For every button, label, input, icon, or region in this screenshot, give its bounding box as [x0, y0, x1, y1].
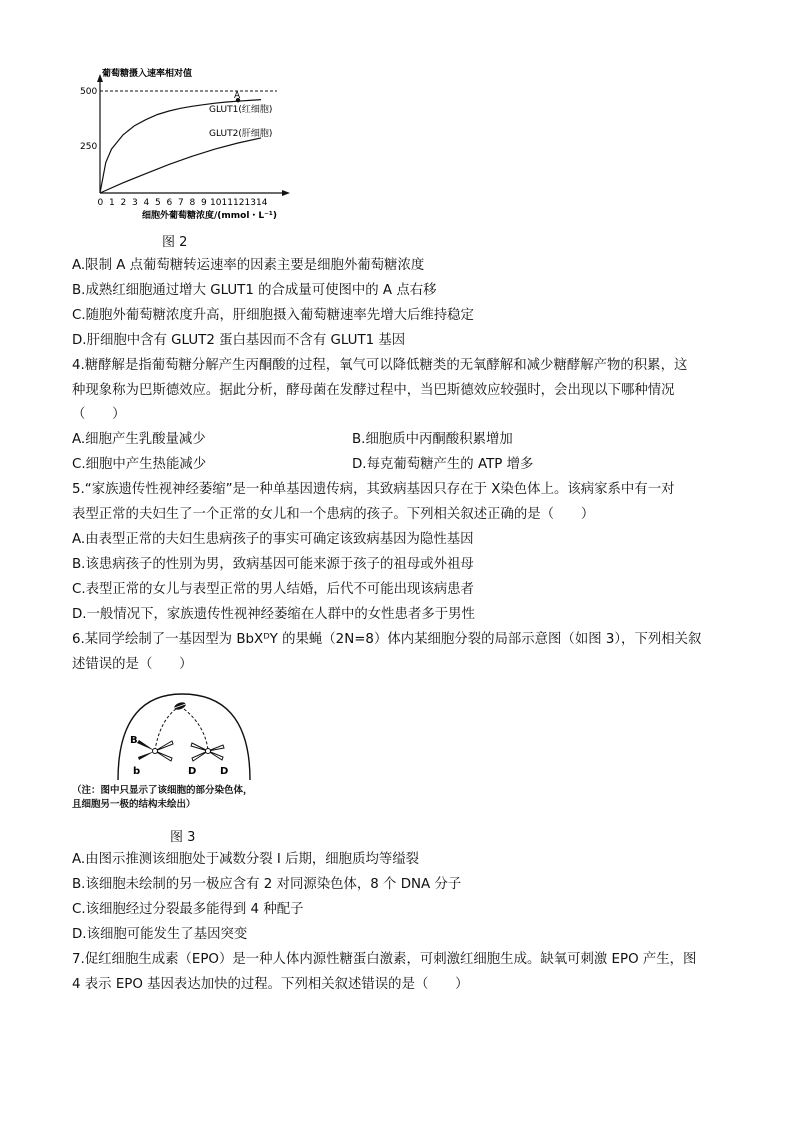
- chromosome-dd: [191, 743, 224, 761]
- q5-option-c: C.表型正常的女儿与表型正常的男人结婚，后代不可能出现该病患者: [72, 582, 474, 597]
- xtick-5: 5: [155, 198, 161, 208]
- q5-option-a: A.由表型正常的夫妇生患病孩子的事实可确定该致病基因为隐性基因: [72, 532, 474, 547]
- xtick-8: 8: [189, 198, 196, 208]
- figure3-caption: 图 3: [170, 830, 196, 845]
- glut2-curve: [100, 138, 261, 193]
- glut1-label: GLUT1(红细胞): [209, 105, 273, 115]
- figure2-chart: [72, 60, 292, 225]
- q6-stem-2: 述错误的是（ ）: [72, 657, 193, 672]
- q4-stem-1: 4.糖酵解是指葡萄糖分解产生丙酮酸的过程，氧气可以降低糖类的无氧酵解和减少糖酵解产物的积累，这: [72, 358, 688, 373]
- chart-xlabel: 细胞外葡萄糖浓度/(mmol・L⁻¹): [142, 211, 277, 221]
- glut2-label: GLUT2(肝细胞): [209, 129, 273, 139]
- chart-ylabel: 葡萄糖摄入速率相对值: [102, 69, 193, 79]
- xtick-13: 13: [244, 198, 256, 208]
- q4-stem-2: 种现象称为巴斯德效应。据此分析，酵母菌在发酵过程中，当巴斯德效应较强时，会出现以下哪种情况: [72, 383, 675, 398]
- spindle-fiber-right: [184, 709, 208, 750]
- xtick-4: 4: [143, 198, 150, 208]
- gene-label-D-right: D: [220, 766, 229, 777]
- q4-option-b: B.细胞质中丙酮酸积累增加: [352, 432, 513, 447]
- gene-label-B: B: [130, 735, 138, 746]
- ytick-500: 500: [80, 87, 98, 97]
- q6-option-a: A.由图示推测该细胞处于减数分裂 I 后期，细胞质均等缢裂: [72, 852, 420, 867]
- xtick-11: 11: [221, 198, 233, 208]
- q4-stem-3: （ ）: [72, 407, 126, 422]
- q6-option-b: B.该细胞未绘制的另一极应含有 2 对同源染色体，8 个 DNA 分子: [72, 877, 462, 892]
- point-a-label: A: [234, 91, 241, 101]
- xtick-12: 12: [233, 198, 245, 208]
- xtick-3: 3: [132, 198, 138, 208]
- q6-option-c: C.该细胞经过分裂最多能得到 4 种配子: [72, 902, 304, 917]
- q7-stem-2: 4 表示 EPO 基因表达加快的过程。下列相关叙述错误的是（ ）: [72, 977, 469, 992]
- q3-option-a: A.限制 A 点葡萄糖转运速率的因素主要是细胞外葡萄糖浓度: [72, 258, 425, 273]
- q3-option-d: D.肝细胞中含有 GLUT2 蛋白基因而不含有 GLUT1 基因: [72, 333, 406, 348]
- figure3-cell-diagram: [110, 682, 260, 782]
- q3-option-b: B.成熟红细胞通过增大 GLUT1 的合成量可使图中的 A 点右移: [72, 283, 437, 298]
- q4-option-d: D.每克葡萄糖产生的 ATP 增多: [352, 457, 534, 472]
- q3-option-c: C.随胞外葡萄糖浓度升高，肝细胞摄入葡萄糖速率先增大后维持稳定: [72, 308, 474, 323]
- q6-stem-1: 6.某同学绘制了一基因型为 BbXᴰY 的果蝇（2N=8）体内某细胞分裂的局部示意图（如图 3），下列相关叙: [72, 632, 702, 647]
- q7-stem-1: 7.促红细胞生成素（EPO）是一种人体内源性糖蛋白激素，可刺激红细胞生成。缺氧可刺激 EPO 产生，图: [72, 952, 697, 967]
- xtick-9: 9: [201, 198, 207, 208]
- chromosome-bb: [137, 740, 173, 761]
- figure3-note-1: （注：图中只显示了该细胞的部分染色体，: [72, 785, 253, 796]
- xtick-7: 7: [178, 198, 184, 208]
- xtick-0: 0: [97, 198, 104, 208]
- x-ticks: [98, 198, 268, 208]
- xtick-2: 2: [120, 198, 127, 208]
- x-axis-arrow: [282, 190, 290, 196]
- xtick-14: 14: [256, 198, 268, 208]
- q5-option-d: D.一般情况下，家族遗传性视神经萎缩在人群中的女性患者多于男性: [72, 607, 475, 622]
- xtick-1: 1: [109, 198, 115, 208]
- q5-option-b: B.该患病孩子的性别为男，致病基因可能来源于孩子的祖母或外祖母: [72, 557, 474, 572]
- q4-option-c: C.细胞中产生热能减少: [72, 457, 207, 472]
- ytick-250: 250: [80, 142, 98, 152]
- gene-label-b: b: [133, 766, 141, 777]
- q4-option-a: A.细胞产生乳酸量减少: [72, 432, 206, 447]
- figure2-caption: 图 2: [162, 235, 188, 250]
- q6-option-d: D.该细胞可能发生了基因突变: [72, 927, 248, 942]
- gene-label-D-left: D: [188, 766, 197, 777]
- figure3-note-2: 且细胞另一极的结构未绘出）: [72, 799, 196, 810]
- xtick-10: 10: [210, 198, 222, 208]
- q5-stem-1: 5.“家族遗传性视神经萎缩”是一种单基因遗传病，其致病基因只存在于 X染色体上。该病家系中有一对: [72, 482, 675, 497]
- q5-stem-2: 表型正常的夫妇生了一个正常的女儿和一个患病的孩子。下列相关叙述正确的是（ ）: [72, 507, 595, 522]
- xtick-6: 6: [166, 198, 173, 208]
